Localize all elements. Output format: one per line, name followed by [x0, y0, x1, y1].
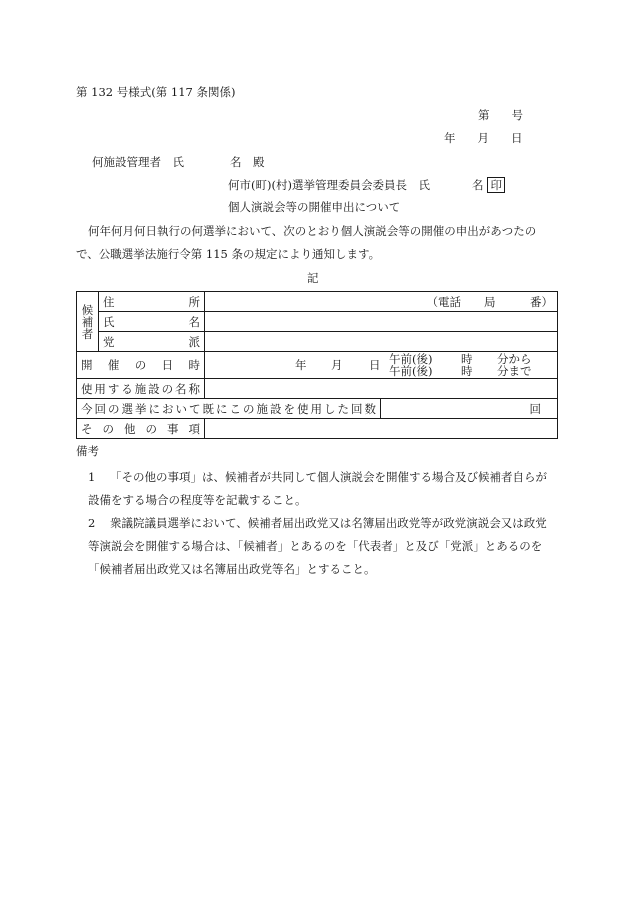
seal-mark: 印 — [487, 177, 505, 193]
addressee-line — [92, 154, 265, 170]
document-number-line — [478, 107, 523, 123]
count-unit: 回 — [529, 401, 541, 416]
number-go-label: 号 — [511, 108, 523, 122]
note-number: 1 — [88, 470, 96, 484]
application-table — [76, 291, 558, 439]
address-label: 住所 — [99, 292, 205, 312]
address-value[interactable]: （電話 局 番） — [205, 292, 558, 312]
hour-from: 時 — [461, 352, 473, 366]
count-label: 今回の選挙において既にこの施設を使用した回数 — [77, 399, 381, 419]
party-label: 党派 — [99, 332, 205, 352]
minute-to: 分まで — [497, 364, 532, 378]
addressee-name-label: 名 — [230, 155, 242, 169]
datetime-month: 月 — [331, 358, 343, 372]
minute-from: 分から — [497, 352, 532, 366]
table-row-facility — [77, 379, 558, 399]
other-value[interactable] — [205, 419, 558, 439]
facility-value[interactable] — [205, 379, 558, 399]
table-row-count — [77, 399, 558, 419]
notes-title: 備考 — [76, 444, 99, 458]
addressee-title: 何施設管理者 氏 — [92, 155, 184, 169]
table-row-address — [77, 292, 558, 312]
note-text: 「その他の事項」は、候補者が共同して個人演説会を開催する場合及び候補者自らが設備をする場合の程度等を記載すること。 — [88, 470, 547, 507]
table-row-party — [77, 332, 558, 352]
table-row-datetime — [77, 352, 558, 379]
note-number: 2 — [88, 516, 96, 530]
sender-title: 何市(町)(村)選挙管理委員会委員長 氏 — [228, 178, 430, 192]
table-row-other — [77, 419, 558, 439]
count-value[interactable] — [381, 399, 558, 419]
datetime-value[interactable] — [205, 352, 558, 379]
datetime-year: 年 — [295, 358, 307, 372]
number-dai-label: 第 — [478, 108, 490, 122]
hour-to: 時 — [461, 364, 473, 378]
sender-name-label: 名 — [471, 178, 484, 192]
date-day-label: 日 — [511, 131, 523, 145]
name-value[interactable] — [205, 312, 558, 332]
note-item-2 — [88, 512, 554, 581]
name-label: 氏名 — [99, 312, 205, 332]
form-number: 第 132 号様式(第 117 条関係) — [76, 85, 236, 99]
datetime-label: 開催の日時 — [77, 352, 205, 379]
document-date-line — [444, 130, 523, 146]
note-item-1 — [88, 466, 554, 512]
date-year-label: 年 — [444, 131, 456, 145]
party-value[interactable] — [205, 332, 558, 352]
document-body: 何年何月何日執行の何選挙において、次のとおり個人演説会等の開催の申出があつたので、公職選挙法施行令第 115 条の規定により通知します。 — [76, 224, 537, 261]
ampm-to: 午前(後) — [389, 364, 433, 378]
ampm-from: 午前(後) — [389, 352, 433, 366]
table-row-name — [77, 312, 558, 332]
addressee-honorific: 殿 — [253, 155, 265, 169]
date-month-label: 月 — [477, 131, 489, 145]
datetime-day: 日 — [369, 358, 381, 372]
note-text: 衆議院議員選挙において、候補者届出政党又は名簿届出政党等が政党演説会又は政党等演説会を開催する場合は、「候補者」とあるのを「代表者」と及び「党派」とあるのを「候補者届出政党又は名簿届出政党等名」とすること。 — [88, 516, 547, 576]
document-subject: 個人演説会等の開催申出について — [228, 200, 401, 214]
candidate-header: 候 補 者 — [77, 292, 99, 352]
sender-line — [228, 177, 505, 193]
ki-heading: 記 — [307, 271, 319, 285]
other-label: その他の事項 — [77, 419, 205, 439]
facility-label: 使用する施設の名称 — [77, 379, 205, 399]
